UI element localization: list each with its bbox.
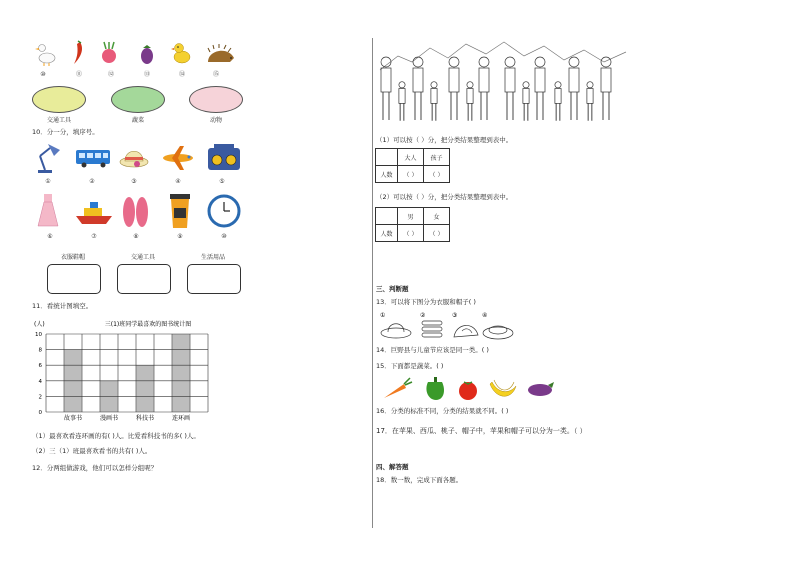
answer-box-daily-goods[interactable]	[187, 264, 241, 294]
cap-hat-icon	[483, 326, 513, 339]
adult-figure	[505, 57, 515, 120]
category-label: 衣服鞋帽	[60, 254, 85, 261]
question-14: 14．巨野县与儿童节应该是同一类。( )	[376, 346, 489, 354]
chart-x-labels	[64, 414, 190, 422]
wall-clock-icon	[209, 196, 239, 226]
table-header: 孩子	[424, 149, 450, 166]
table-corner-cell	[376, 149, 398, 166]
toy-boat-icon	[76, 202, 112, 224]
adult-figure	[449, 57, 459, 120]
child-figure	[555, 82, 561, 121]
section-3-heading: 三、判断题	[376, 285, 409, 293]
question-12-title: 12．分两组做游戏，他们可以怎样分组呢？	[32, 464, 158, 472]
people-group	[381, 57, 611, 121]
category-label: 交通工具	[130, 254, 155, 261]
table-corner-cell	[376, 208, 398, 225]
category-label: 交通工具	[46, 117, 71, 124]
q9-number: ⑪	[75, 71, 82, 78]
category-label: 蔬菜	[131, 117, 144, 124]
radish-icon	[102, 42, 116, 63]
q10-number: ①	[45, 178, 51, 185]
child-figure	[587, 82, 593, 121]
table-answer-cell[interactable]: （ ）	[424, 225, 450, 242]
eggplant-icon	[141, 45, 153, 64]
adult-figure	[413, 57, 423, 120]
adult-figure	[479, 57, 489, 120]
radio-player-icon	[208, 144, 240, 170]
green-pepper-icon	[426, 377, 444, 400]
flip-flops-icon	[123, 197, 148, 227]
bus-icon	[76, 150, 110, 168]
child-figure	[523, 82, 529, 121]
bar-chart	[30, 316, 220, 426]
chart-title: 三(1)班同学最喜欢的图书统计图	[104, 321, 192, 328]
adult-figure	[535, 57, 545, 120]
question-15: 15．下面都是蔬菜。( )	[376, 362, 444, 370]
chart-y-ticks	[35, 332, 43, 416]
q13-items-svg	[378, 309, 518, 341]
chili-pepper-icon	[74, 41, 82, 64]
q10-row2-svg	[30, 192, 250, 230]
toy-plane-icon	[163, 146, 193, 170]
table-header: 大人	[398, 149, 424, 166]
answer-box-clothing[interactable]	[47, 264, 101, 294]
question-12-part-2: （2）可以按（ ）分，把分类结果整理到表中。	[376, 193, 513, 201]
chick-icon	[171, 44, 190, 64]
stacked-shoes-icon	[422, 321, 442, 337]
child-figure	[467, 82, 473, 121]
bar-3	[172, 334, 189, 412]
q10-number: ⑥	[47, 233, 53, 240]
table-answer-cell[interactable]: （ ）	[424, 166, 450, 183]
table-answer-cell[interactable]: （ ）	[398, 225, 424, 242]
q9-icons-svg	[30, 38, 250, 68]
q13-number: ③	[452, 312, 458, 319]
section-4-heading: 四、解答题	[376, 463, 409, 471]
question-11-part-2: （2）三（1）班最喜欢看书的共有( )人。	[32, 447, 152, 455]
q10-number: ④	[175, 178, 181, 185]
q10-icons-row-1	[30, 140, 250, 176]
x-tick-label: 连环画	[171, 415, 191, 422]
category-oval-vegetables[interactable]	[111, 86, 165, 113]
table-header: 男	[398, 208, 424, 225]
bonnet-hat-icon	[454, 325, 478, 337]
dress-icon	[38, 194, 58, 226]
answer-table-2	[375, 207, 450, 242]
q10-row1-svg	[30, 140, 250, 176]
hedgehog-icon	[208, 44, 234, 62]
desk-lamp-icon	[38, 144, 60, 173]
duck-icon	[35, 45, 55, 67]
category-oval-vehicles[interactable]	[32, 86, 86, 113]
banana-icon	[490, 380, 516, 396]
q10-number: ⑧	[133, 233, 139, 240]
answer-box-vehicles[interactable]	[117, 264, 171, 294]
x-tick-label: 漫画书	[99, 415, 119, 422]
q9-icons-row	[30, 38, 250, 68]
eggplant-icon	[528, 382, 554, 396]
q9-number: ⑬	[143, 71, 150, 78]
question-17: 17．在苹果、西瓜、桃子、帽子中，苹果和帽子可以分为一类。（ ）	[376, 427, 587, 435]
q13-number: ②	[420, 312, 426, 319]
column-divider	[372, 38, 373, 528]
child-figure	[431, 82, 437, 121]
q10-number: ②	[89, 178, 95, 185]
q13-number: ①	[380, 312, 386, 319]
y-tick-label: 4	[38, 378, 42, 385]
category-label: 生活用品	[200, 254, 225, 261]
question-13: 13．可以将下图分为衣服和帽子( )	[376, 298, 476, 306]
question-18: 18．数一数，完成下面各题。	[376, 476, 463, 484]
q10-number: ③	[131, 178, 137, 185]
table-header: 女	[424, 208, 450, 225]
question-12-part-1: （1）可以按（ ）分，把分类结果整理到表中。	[376, 136, 513, 144]
y-tick-label: 2	[38, 394, 42, 401]
adult-figure	[569, 57, 579, 120]
table-row-label: 人数	[376, 166, 398, 183]
coffee-cup-icon	[170, 194, 190, 228]
question-16: 16．分类的标准不同，分类的结果就不同。( )	[376, 407, 509, 415]
q9-number: ⑩	[40, 71, 46, 78]
q15-vegetables	[378, 374, 558, 402]
chart-bars	[64, 334, 189, 412]
family-illustration	[378, 40, 628, 122]
q9-number: ⑫	[107, 71, 114, 78]
q10-number: ⑤	[219, 178, 225, 185]
q10-number: ⑨	[177, 233, 183, 240]
carrot-icon	[384, 378, 412, 398]
q10-icons-row-2	[30, 192, 250, 230]
wide-brim-hat-icon	[381, 324, 411, 338]
adult-figure	[381, 57, 391, 120]
q10-number: ⑩	[221, 233, 227, 240]
y-tick-label: 8	[38, 347, 42, 354]
chart-y-label: (人)	[34, 321, 45, 328]
x-tick-label: 故事书	[63, 415, 83, 422]
bar-chart-svg	[30, 316, 220, 426]
category-oval-animals[interactable]	[189, 86, 243, 113]
y-tick-label: 6	[38, 363, 42, 370]
answer-table-1	[375, 148, 450, 183]
q15-vegetables-svg	[378, 374, 558, 402]
table-row-label: 人数	[376, 225, 398, 242]
tomato-icon	[459, 382, 477, 400]
category-label: 动物	[209, 117, 222, 124]
q13-items	[378, 309, 518, 341]
q13-number: ④	[482, 312, 488, 319]
q9-number: ⑭	[178, 71, 185, 78]
question-11-title: 11．看统计图填空。	[32, 302, 93, 310]
bar-2	[136, 365, 153, 412]
family-illustration-svg	[378, 40, 628, 122]
question-11-part-1: （1）最喜欢看连环画的有( )人。比爱看科技书的多( )人。	[32, 432, 200, 440]
q9-number: ⑮	[212, 71, 219, 78]
q10-number: ⑦	[91, 233, 97, 240]
adult-figure	[601, 57, 611, 120]
sun-hat-icon	[120, 151, 148, 167]
y-tick-label: 10	[35, 332, 42, 338]
table-answer-cell[interactable]: （ ）	[398, 166, 424, 183]
y-tick-label: 0	[38, 410, 42, 416]
child-figure	[399, 82, 405, 121]
x-tick-label: 科技书	[135, 415, 155, 422]
question-10-title: 10．分一分，填序号。	[32, 128, 99, 136]
